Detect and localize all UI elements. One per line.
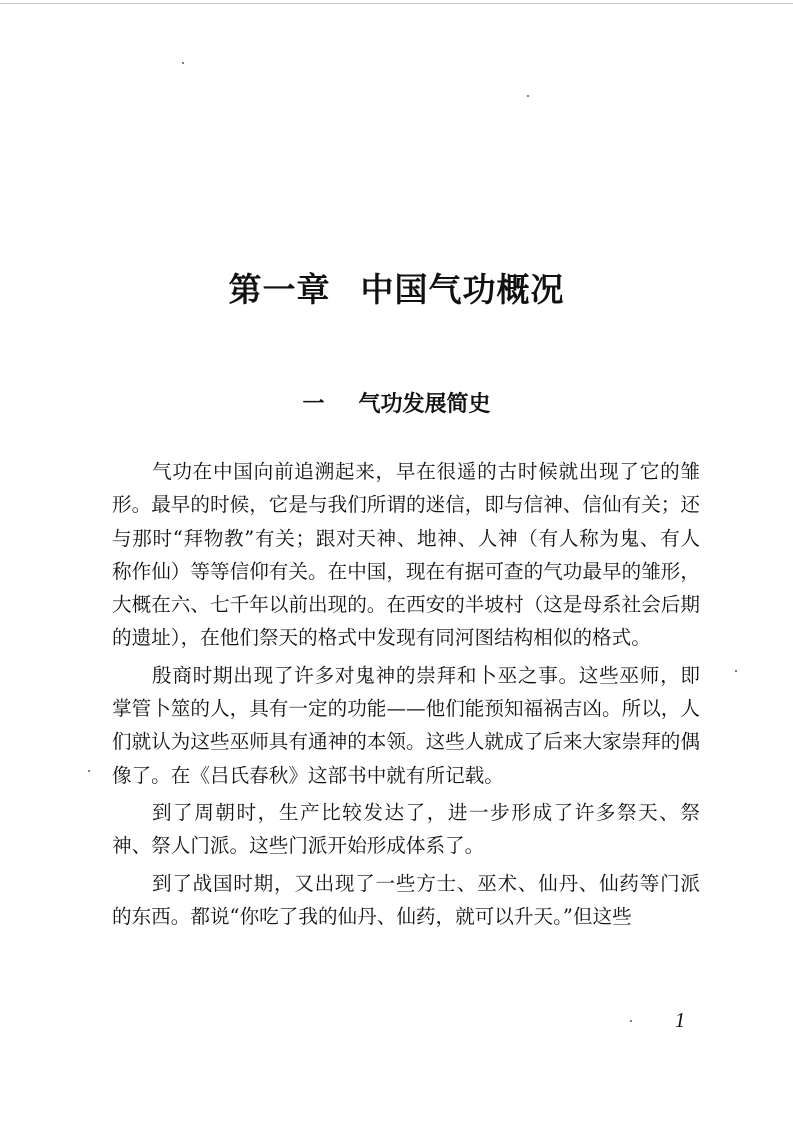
scan-top-edge [0, 3, 793, 4]
chapter-heading [0, 270, 793, 310]
body-text [112, 455, 700, 933]
page-number: 1 [674, 1008, 686, 1032]
scan-speck [527, 95, 529, 97]
paragraph: 到了周朝时，生产比较发达了，进一步形成了许多祭天、祭神、祭人门派。这些门派开始形成体系了。 [112, 800, 700, 858]
paragraph: 气功在中国向前追溯起来，早在很遥的古时候就出现了它的雏形。最早的时候，它是与我们所谓的迷信，即与信神、信仙有关；还与那时“拜物教”有关；跟对天神、地神、人神（有人称为鬼、有人称作仙）等等信仰有关。在中国，现在有据可查的气功最早的雏形，大概在六、七千年以前出现的。在西安的半坡村（这是母系社会后期的遗址），在他们祭天的格式中发现有同河图结构相似的格式。 [112, 460, 700, 650]
scan-speck [182, 62, 184, 64]
chapter-number-label: 第一章 [228, 270, 331, 309]
paragraph: 殷商时期出现了许多对鬼神的崇拜和卜巫之事。这些巫师，即掌管卜筮的人，具有一定的功能——他们能预知福祸吉凶。所以，人们就认为这些巫师具有通神的本领。这些人就成了后来大家崇拜的偶像了。在《吕氏春秋》这部书中就有所记载。 [112, 663, 700, 787]
chapter-title: 中国气功概况 [360, 270, 565, 309]
scan-speck [88, 770, 90, 772]
section-heading [0, 392, 793, 418]
section-number: 一 [302, 392, 325, 417]
paragraph: 到了战国时期，又出现了一些方士、巫术、仙丹、仙药等门派的东西。都说“你吃了我的仙丹、仙药，就可以升天。”但这些 [112, 871, 700, 928]
section-title: 气功发展简史 [358, 392, 491, 417]
scan-speck [630, 1020, 632, 1022]
scan-speck [735, 670, 737, 672]
